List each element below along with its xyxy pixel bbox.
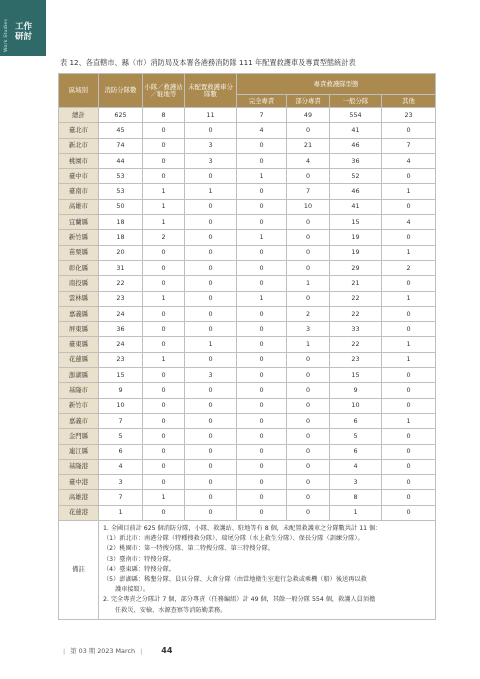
table-cell: 0	[143, 429, 185, 444]
table-cell: 36	[99, 322, 143, 337]
table-cell: 0	[382, 429, 436, 444]
table-cell: 0	[185, 444, 237, 459]
table-cell: 0	[185, 490, 237, 505]
table-cell: 0	[382, 306, 436, 321]
table-cell: 0	[287, 368, 330, 383]
table-row	[59, 383, 436, 398]
table-cell: 0	[287, 475, 330, 490]
table-cell: 1	[185, 184, 237, 199]
note-line: （1）新北市：南港分隊（特種搜救分隊）、瑞尾分隊（水上救生分隊）、保長分隊（訓練分隊）。	[103, 535, 364, 543]
table-cell: 15	[99, 368, 143, 383]
row-region-cell: 屏東縣	[59, 322, 99, 337]
table-cell: 0	[287, 383, 330, 398]
table-cell: 4	[99, 459, 143, 474]
table-cell: 0	[143, 322, 185, 337]
table-cell: 4	[330, 459, 382, 474]
table-cell: 23	[382, 108, 436, 123]
table-cell: 45	[99, 123, 143, 138]
table-cell: 7	[382, 138, 436, 153]
note-line: 護車接駁）。	[115, 586, 150, 594]
row-region-cell: 臺東縣	[59, 337, 99, 352]
table-row-total	[59, 108, 436, 123]
table-cell: 0	[287, 260, 330, 275]
table-cell: 0	[143, 459, 185, 474]
table-cell: 4	[287, 153, 330, 168]
table-cell: 46	[330, 184, 382, 199]
note-line: 2. 完全專責之分隊計 7 個，部分專責（任務編組）計 49 個，其餘一般分隊 554 個，救護人員須擔	[103, 596, 376, 604]
table-cell: 21	[287, 138, 330, 153]
section-tab-label-line1: 工作	[15, 22, 33, 32]
table-cell: 22	[330, 306, 382, 321]
table-cell: 1	[143, 184, 185, 199]
row-region-cell: 臺北市	[59, 123, 99, 138]
table-row	[59, 352, 436, 367]
table-cell: 36	[330, 153, 382, 168]
table-cell: 23	[330, 352, 382, 367]
table-cell: 8	[143, 108, 185, 123]
table-cell: 0	[143, 260, 185, 275]
table-row	[59, 490, 436, 505]
table-cell: 0	[143, 475, 185, 490]
table-cell: 0	[382, 199, 436, 214]
notes-label: 備註	[59, 521, 99, 620]
table-cell: 0	[143, 444, 185, 459]
table-cell: 0	[237, 245, 287, 260]
table-cell: 0	[237, 398, 287, 413]
notes-content	[99, 521, 436, 620]
row-region-cell: 臺中市	[59, 169, 99, 184]
table-row	[59, 245, 436, 260]
table-cell: 0	[287, 291, 330, 306]
table-cell: 0	[237, 138, 287, 153]
table-cell: 0	[382, 459, 436, 474]
row-region-cell: 苗栗縣	[59, 245, 99, 260]
table-cell: 4	[382, 215, 436, 230]
table-cell: 7	[99, 413, 143, 428]
row-region-cell: 臺南市	[59, 184, 99, 199]
table-row	[59, 230, 436, 245]
table-cell: 0	[237, 413, 287, 428]
table-row	[59, 475, 436, 490]
row-region-cell: 連江縣	[59, 444, 99, 459]
table-cell: 0	[287, 398, 330, 413]
table-cell: 2	[143, 230, 185, 245]
table-cell: 0	[287, 352, 330, 367]
row-region-cell: 南投縣	[59, 276, 99, 291]
table-title: 表 12、各直轄市、縣（市）消防局及本署各港務消防隊 111 年配置救護車及專責型態統計表	[60, 58, 356, 67]
table-cell: 0	[143, 245, 185, 260]
table-cell: 0	[185, 260, 237, 275]
table-cell: 1	[287, 276, 330, 291]
table-cell: 22	[330, 337, 382, 352]
table-cell: 1	[382, 184, 436, 199]
table-cell: 2	[382, 260, 436, 275]
table-row	[59, 153, 436, 168]
table-row	[59, 368, 436, 383]
table-cell: 10	[287, 199, 330, 214]
table-cell: 20	[99, 245, 143, 260]
table-cell: 0	[382, 475, 436, 490]
header-full-dedicated: 完全專責	[237, 95, 287, 108]
table-row	[59, 306, 436, 321]
table-body	[59, 108, 436, 620]
table-cell: 0	[382, 169, 436, 184]
table-cell: 1	[382, 352, 436, 367]
header-ambulance-type-group: 專責救護隊型態	[237, 74, 436, 95]
footer-divider: |	[140, 647, 143, 655]
row-region-cell: 金門縣	[59, 429, 99, 444]
table-cell: 3	[287, 322, 330, 337]
table-cell: 625	[99, 108, 143, 123]
table-cell: 3	[185, 153, 237, 168]
header-general-unit: 一般分隊	[330, 95, 382, 108]
table-cell: 0	[237, 505, 287, 520]
table-cell: 5	[99, 429, 143, 444]
table-cell: 0	[382, 505, 436, 520]
table-cell: 4	[382, 153, 436, 168]
table-cell: 0	[185, 230, 237, 245]
section-tab	[0, 0, 46, 56]
header-other: 其他	[382, 95, 436, 108]
table-cell: 7	[99, 490, 143, 505]
table-cell: 0	[185, 123, 237, 138]
table-cell: 53	[99, 169, 143, 184]
table-cell: 0	[287, 123, 330, 138]
table-cell: 0	[143, 398, 185, 413]
table-cell: 0	[185, 352, 237, 367]
table-cell: 29	[330, 260, 382, 275]
table-cell: 0	[237, 352, 287, 367]
note-line: （5）澎湖縣：稀墾分隊、員貝分隊、大倉分隊（由當地衛生室進行急救或乘機（船）後送再以救	[103, 576, 367, 584]
table-cell: 18	[99, 230, 143, 245]
header-partial-dedicated: 部分專責	[287, 95, 330, 108]
row-region-cell: 嘉義市	[59, 413, 99, 428]
table-cell: 11	[185, 108, 237, 123]
table-cell: 1	[382, 291, 436, 306]
table-cell: 1	[143, 199, 185, 214]
table-cell: 0	[237, 444, 287, 459]
table-cell: 1	[330, 505, 382, 520]
table-cell: 0	[382, 398, 436, 413]
table-cell: 1	[143, 490, 185, 505]
table-cell: 0	[287, 245, 330, 260]
table-cell: 0	[185, 306, 237, 321]
table-cell: 0	[185, 322, 237, 337]
note-line: （2）桃園市：第一特搜分隊、第二特搜分隊、第三特搜分隊。	[103, 545, 274, 553]
statistics-table-container	[58, 73, 435, 620]
table-cell: 21	[330, 276, 382, 291]
page-number: 44	[161, 646, 173, 655]
table-cell: 1	[237, 169, 287, 184]
table-cell: 52	[330, 169, 382, 184]
table-cell: 0	[287, 230, 330, 245]
table-cell: 0	[237, 459, 287, 474]
table-cell: 1	[382, 337, 436, 352]
table-cell: 0	[143, 505, 185, 520]
table-cell: 46	[330, 138, 382, 153]
table-cell: 1	[237, 230, 287, 245]
header-no-ambulance: 未配置救護車分隊數	[185, 74, 237, 108]
table-cell: 7	[237, 108, 287, 123]
table-row	[59, 138, 436, 153]
footer-year: 2023	[97, 647, 114, 655]
table-cell: 0	[287, 459, 330, 474]
table-cell: 0	[237, 215, 287, 230]
table-cell: 0	[185, 245, 237, 260]
table-cell: 5	[330, 429, 382, 444]
table-cell: 19	[330, 245, 382, 260]
table-cell: 3	[185, 368, 237, 383]
table-cell: 1	[382, 413, 436, 428]
table-cell: 8	[330, 490, 382, 505]
table-cell: 1	[143, 291, 185, 306]
header-region: 區域別	[59, 74, 99, 108]
table-cell: 19	[330, 230, 382, 245]
table-cell: 0	[185, 291, 237, 306]
note-line: 1. 全國目前計 625 個消防分隊，小隊、救護站、駐地等有 8 個，未配置救護車之分隊數共計 11 個：	[103, 525, 382, 533]
table-cell: 41	[330, 123, 382, 138]
table-cell: 0	[185, 475, 237, 490]
table-row	[59, 505, 436, 520]
table-cell: 0	[185, 413, 237, 428]
table-cell: 15	[330, 368, 382, 383]
table-row	[59, 215, 436, 230]
row-region-cell: 花蓮縣	[59, 352, 99, 367]
table-cell: 0	[185, 169, 237, 184]
table-cell: 15	[330, 215, 382, 230]
table-cell: 6	[330, 444, 382, 459]
row-region-cell: 彰化縣	[59, 260, 99, 275]
table-row	[59, 444, 436, 459]
table-cell: 0	[237, 306, 287, 321]
table-cell: 0	[185, 429, 237, 444]
table-cell: 1	[99, 505, 143, 520]
table-cell: 554	[330, 108, 382, 123]
table-cell: 23	[99, 352, 143, 367]
header-fire-units: 消防分隊數	[99, 74, 143, 108]
table-cell: 0	[237, 368, 287, 383]
row-region-cell: 新竹縣	[59, 230, 99, 245]
row-region-cell: 高雄港	[59, 490, 99, 505]
table-cell: 3	[99, 475, 143, 490]
table-row	[59, 429, 436, 444]
note-line: （3）臺南市：特搜分隊。	[103, 555, 175, 563]
row-region-cell: 雲林縣	[59, 291, 99, 306]
table-row	[59, 459, 436, 474]
table-cell: 0	[143, 123, 185, 138]
row-region-cell: 總計	[59, 108, 99, 123]
table-cell: 0	[287, 429, 330, 444]
table-cell: 0	[237, 153, 287, 168]
table-cell: 0	[237, 490, 287, 505]
row-region-cell: 新竹市	[59, 398, 99, 413]
table-cell: 44	[99, 153, 143, 168]
table-cell: 22	[99, 276, 143, 291]
row-region-cell: 新北市	[59, 138, 99, 153]
table-cell: 1	[237, 291, 287, 306]
table-cell: 41	[330, 199, 382, 214]
table-cell: 0	[382, 230, 436, 245]
table-cell: 0	[185, 215, 237, 230]
table-cell: 0	[382, 276, 436, 291]
notes-row	[59, 521, 436, 620]
table-cell: 7	[287, 184, 330, 199]
table-cell: 0	[143, 138, 185, 153]
table-cell: 0	[237, 276, 287, 291]
table-cell: 1	[143, 352, 185, 367]
table-cell: 0	[143, 368, 185, 383]
row-region-cell: 桃園市	[59, 153, 99, 168]
table-cell: 0	[287, 215, 330, 230]
table-cell: 0	[143, 169, 185, 184]
table-cell: 1	[287, 337, 330, 352]
table-row	[59, 123, 436, 138]
table-cell: 31	[99, 260, 143, 275]
table-cell: 0	[237, 475, 287, 490]
footer-issue: 第 03 期	[70, 647, 96, 655]
page-footer	[60, 646, 360, 655]
table-cell: 74	[99, 138, 143, 153]
table-cell: 0	[382, 383, 436, 398]
table-cell: 0	[382, 444, 436, 459]
table-cell: 0	[143, 306, 185, 321]
table-row	[59, 291, 436, 306]
table-cell: 0	[287, 169, 330, 184]
table-row	[59, 276, 436, 291]
table-cell: 0	[287, 490, 330, 505]
table-row	[59, 398, 436, 413]
table-cell: 0	[287, 413, 330, 428]
table-row	[59, 169, 436, 184]
table-cell: 3	[185, 138, 237, 153]
note-line: （4）臺東縣：特搜分隊。	[103, 565, 175, 573]
table-cell: 1	[143, 215, 185, 230]
section-tab-label-line2: 研討	[15, 32, 33, 42]
table-cell: 0	[237, 184, 287, 199]
table-cell: 6	[99, 444, 143, 459]
row-region-cell: 基隆市	[59, 383, 99, 398]
table-cell: 0	[237, 322, 287, 337]
table-cell: 0	[382, 123, 436, 138]
table-cell: 0	[143, 383, 185, 398]
table-cell: 2	[287, 306, 330, 321]
note-line: 任救災、安檢、水源查察等消防勤業務。	[115, 606, 227, 614]
footer-month: March	[115, 647, 136, 655]
table-cell: 24	[99, 337, 143, 352]
table-cell: 0	[237, 383, 287, 398]
table-row	[59, 337, 436, 352]
table-cell: 0	[382, 322, 436, 337]
table-cell: 6	[330, 413, 382, 428]
table-cell: 49	[287, 108, 330, 123]
header-small-units: 小隊／救護站／駐地等	[143, 74, 185, 108]
table-cell: 0	[185, 398, 237, 413]
row-region-cell: 高雄市	[59, 199, 99, 214]
statistics-table	[58, 73, 436, 620]
table-cell: 0	[185, 505, 237, 520]
table-cell: 0	[143, 153, 185, 168]
table-row	[59, 413, 436, 428]
table-row	[59, 199, 436, 214]
table-cell: 0	[185, 383, 237, 398]
table-cell: 22	[330, 291, 382, 306]
table-cell: 4	[237, 123, 287, 138]
table-cell: 3	[330, 475, 382, 490]
table-cell: 9	[99, 383, 143, 398]
table-row	[59, 184, 436, 199]
table-cell: 50	[99, 199, 143, 214]
row-region-cell: 澎湖縣	[59, 368, 99, 383]
table-cell: 0	[143, 337, 185, 352]
table-cell: 10	[330, 398, 382, 413]
row-region-cell: 臺中港	[59, 475, 99, 490]
table-cell: 53	[99, 184, 143, 199]
table-row	[59, 322, 436, 337]
footer-divider: |	[63, 647, 66, 655]
table-cell: 18	[99, 215, 143, 230]
row-region-cell: 宜蘭縣	[59, 215, 99, 230]
table-cell: 10	[99, 398, 143, 413]
section-tab-label	[15, 22, 43, 42]
table-cell: 23	[99, 291, 143, 306]
table-cell: 33	[330, 322, 382, 337]
table-cell: 0	[237, 429, 287, 444]
table-cell: 1	[185, 337, 237, 352]
table-cell: 0	[185, 459, 237, 474]
row-region-cell: 花蓮港	[59, 505, 99, 520]
section-tab-vertical-text: Work Studies	[4, 18, 9, 52]
table-cell: 24	[99, 306, 143, 321]
row-region-cell: 基隆港	[59, 459, 99, 474]
table-cell: 0	[237, 260, 287, 275]
table-cell: 0	[287, 505, 330, 520]
table-cell: 0	[382, 490, 436, 505]
table-cell: 9	[330, 383, 382, 398]
table-cell: 1	[382, 245, 436, 260]
table-cell: 0	[143, 413, 185, 428]
table-cell: 0	[237, 199, 287, 214]
table-cell: 0	[382, 368, 436, 383]
table-cell: 0	[287, 444, 330, 459]
table-cell: 0	[185, 276, 237, 291]
table-row	[59, 260, 436, 275]
table-cell: 0	[143, 276, 185, 291]
table-cell: 0	[237, 337, 287, 352]
row-region-cell: 嘉義縣	[59, 306, 99, 321]
table-cell: 0	[185, 199, 237, 214]
